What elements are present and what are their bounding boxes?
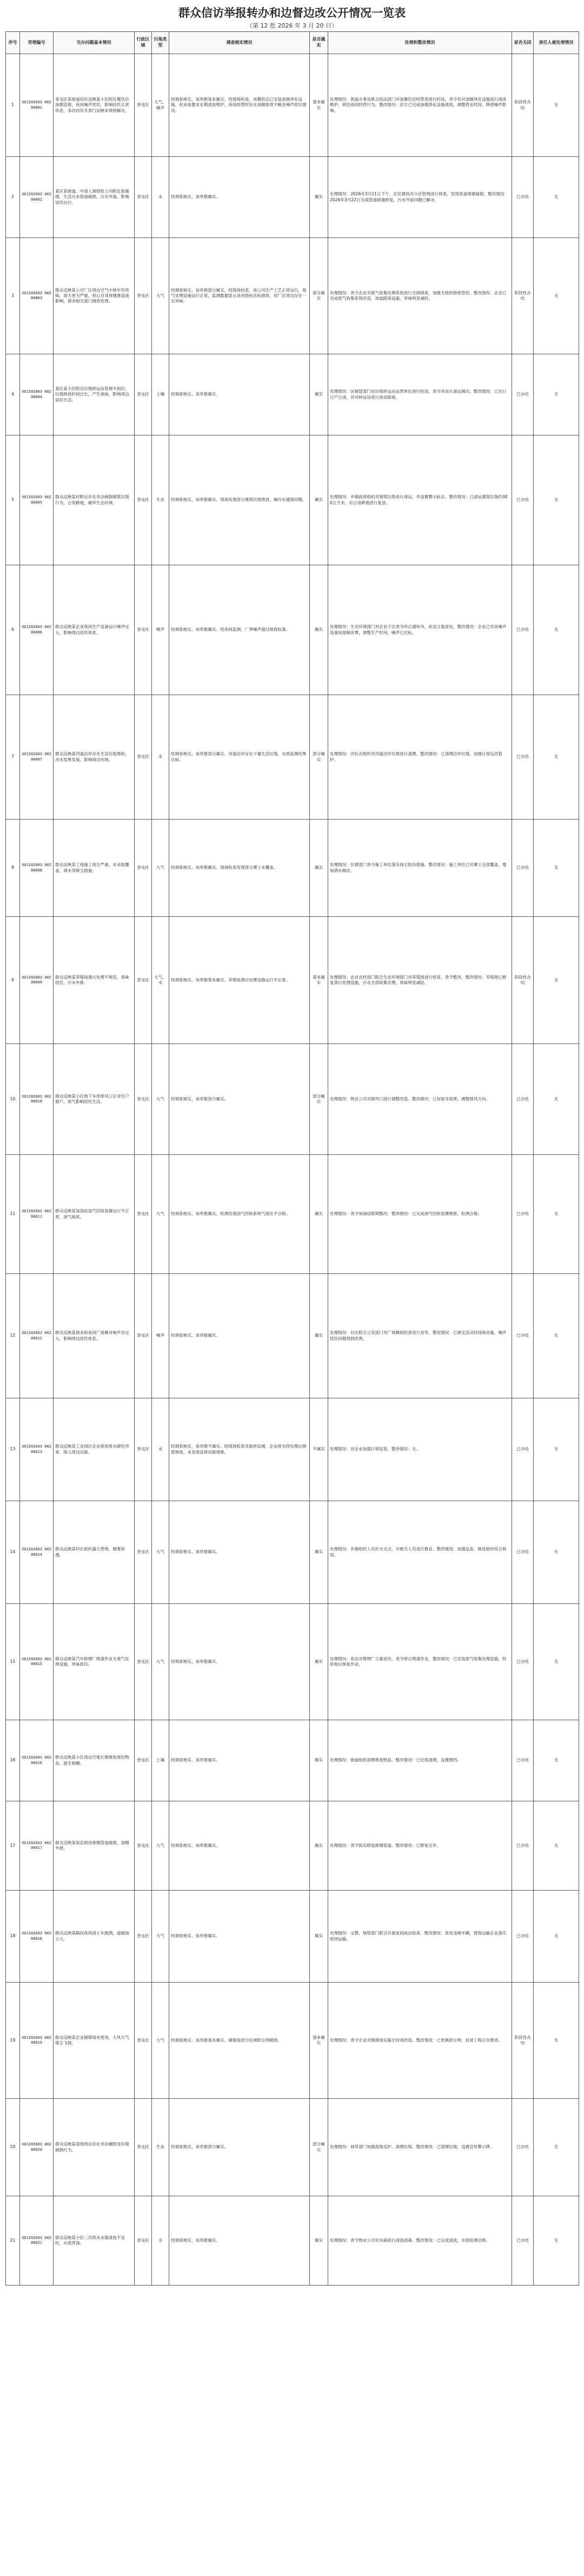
issue-description: 群众反映某养殖场粪污处理不规范，臭味扰民，污水外排。 [54,917,135,1044]
verified-status: 属实 [310,2196,328,2286]
handling-result: 处理情况：河长办组织对河道沿岸垃圾进行清理。整改情况：已清理沿岸垃圾，加强日常巡河管护。 [328,695,512,820]
accountability-result: 无 [534,1274,579,1398]
issue-description: 群众反映某加油站油气回收装置运行不正常，油气味浓。 [54,1155,135,1274]
document-subtitle: （第 12 批 2026 年 3 月 20 日） [247,22,337,29]
pollution-type: 大气、水 [152,917,169,1044]
handling-result: 处理情况：2026年3月21日下午，区住建局对小区管网进行排查，发现管道堵塞破损。整改情况：2026年3月22日完成管道疏通修复，污水外溢问题已解决。 [328,157,512,238]
table-row [6,695,579,820]
pollution-type: 水 [152,2196,169,2286]
district: 奎屯区 [135,695,152,820]
district: 奎屯区 [135,1720,152,1801]
issue-description: 群众反映某商业街夜间广场舞音响声音过大，影响周边居民休息。 [54,1274,135,1398]
verified-status: 属实 [310,565,328,695]
pollution-type: 土壤 [152,1720,169,1801]
receipt-code: X0J202603 00200003 [20,238,54,354]
verified-status: 属实 [310,435,328,565]
district: 奎屯区 [135,917,152,1044]
receipt-code: X0J202603 00200014 [20,1501,54,1604]
district: 奎屯区 [135,54,152,157]
verified-status: 属实 [310,1501,328,1604]
handling-result: 处理情况：区城管部门对垃圾转运站运营单位进行约谈，责令其加大清运频次。整改情况：已实行日产日清，并对转运站进行消杀除臭。 [328,354,512,435]
column-header: 序号 [6,32,20,54]
pollution-type: 水 [152,157,169,238]
accountability-result: 无 [534,1501,579,1604]
handling-result: 处理情况：乡镇组织人员扑灭火点，对相关人员进行教育。整改情况：加强巡查，推进秸秆综合利用。 [328,1501,512,1604]
verified-status: 部分属实 [310,2099,328,2196]
pollution-type: 生态 [152,435,169,565]
accountability-result: 无 [534,1891,579,1983]
table-row [6,820,579,917]
district: 奎屯区 [135,565,152,695]
issue-description: 群众反映某小区地下车库排风口正对住户窗户，废气影响居民生活。 [54,1044,135,1155]
row-number: 15 [6,1604,20,1720]
receipt-code: X0J202603 00200016 [20,1720,54,1801]
issue-description: 群众反映某工地施工扬尘严重，未采取覆盖、洒水等降尘措施。 [54,820,135,917]
investigation-result: 经调查核实，该举报属实。 [169,1720,310,1801]
row-number: 21 [6,2196,20,2286]
accountability-result: 无 [534,354,579,435]
report-table [5,31,579,2286]
verified-status: 属实 [310,1720,328,1801]
investigation-result: 经调查核实，该举报基本属实。经现场检查，该餐饮店已安装油烟净化设施，但未按要求定期清洗维护，夜间经营时存在油烟排放不畅及噪声扰民情况。 [169,54,310,157]
handling-result: 处理情况：责令物业公司对水箱进行清洗消毒。整改情况：已完成清洗，水质检测合格。 [328,2196,512,2286]
issue-description: 群众反映某汽车修理厂喷漆作业无废气处理设施，异味扰民。 [54,1604,135,1720]
investigation-result: 经调查核实，该举报属实。 [169,1891,310,1983]
pollution-type: 大气 [152,820,169,917]
investigation-result: 经调查核实，该举报属实。现场发现部分建筑垃圾堆放，属历史遗留问题。 [169,435,310,565]
issue-description: 群众反映某公司厂区周边空气中常年有异味，雨天更为严重，担心对身体健康造成影响，请求相关部门调查处理。 [54,238,135,354]
row-number: 7 [6,695,20,820]
investigation-result: 经调查核实，该举报属实。 [169,1604,310,1720]
receipt-code: X0J202603 00200009 [20,917,54,1044]
accountability-result: 无 [534,157,579,238]
row-number: 14 [6,1501,20,1604]
accountability-result: 无 [534,1720,579,1801]
issue-description: 群众反映某河道沿岸存在生活垃圾堆积，河水发黑发臭，影响周边环境。 [54,695,135,820]
handling-result: 处理情况：对企业加强日常监管。整改情况：无。 [328,1398,512,1501]
handling-result: 处理情况：街道办事处联合执法部门对该餐饮店经营者进行约谈，责令其对油烟净化设施进行清洗维护，规范夜间经营行为。整改情况：店方已完成油烟净化设施清洗，调整营业时间，降低噪声影响。 [328,54,512,157]
closed-status: 阶段性办结 [512,238,534,354]
column-header: 是否属实 [310,32,328,54]
closed-status: 已办结 [512,1720,534,1801]
receipt-code: X0J202603 00200021 [20,2196,54,2286]
receipt-code: X0J202603 00200020 [20,2099,54,2196]
row-number: 12 [6,1274,20,1398]
verified-status: 属实 [310,354,328,435]
closed-status: 已办结 [512,1398,534,1501]
row-number: 11 [6,1155,20,1274]
accountability-result: 无 [534,54,579,157]
investigation-result: 经调查核实，该举报部分属实。 [169,2099,310,2196]
district: 奎屯区 [135,157,152,238]
accountability-result: 无 [534,1398,579,1501]
table-row [6,54,579,157]
issue-description: 群众反映某村庄秸秆露天焚烧，烟雾弥漫。 [54,1501,135,1604]
issue-description: 群众反映某企业储煤场未密闭，大风天气煤尘飞扬。 [54,1983,135,2099]
table-row [6,238,579,354]
accountability-result: 无 [534,1044,579,1155]
accountability-result: 无 [534,2196,579,2286]
district: 奎屯区 [135,1044,152,1155]
pollution-type: 生态 [152,2099,169,2196]
pollution-type: 噪声 [152,1274,169,1398]
row-number: 6 [6,565,20,695]
closed-status: 已办结 [512,1044,534,1155]
investigation-result: 经调查核实，该举报属实。 [169,354,310,435]
district: 奎屯区 [135,435,152,565]
closed-status: 已办结 [512,820,534,917]
table-row [6,1604,579,1720]
table-row [6,1044,579,1155]
handling-result: 处理情况：交警、城管部门联合开展夜间执法检查。整改情况：查处违规车辆，督促运输企业落实密闭运输。 [328,1891,512,1983]
issue-description: 奎屯区某街道居民反映某小区附近餐饮店油烟直排，夜间噪声扰民，影响居民正常休息，多次向有关部门反映未得到解决。 [54,54,135,157]
pollution-type: 水 [152,695,169,820]
table-row [6,1155,579,1274]
accountability-result: 无 [534,917,579,1044]
pollution-type: 大气 [152,1801,169,1891]
handling-result: 处理情况：乡镇政府组织对建筑垃圾进行清运，并设置警示标志。整改情况：已清运建筑垃圾约300立方米，对占用耕地进行复垦。 [328,435,512,565]
row-number: 18 [6,1891,20,1983]
verified-status: 属实 [310,820,328,917]
table-row [6,2196,579,2286]
investigation-result: 经调查核实，该举报部分属实。经现场检查，该公司生产工艺正常运行，废气处理设施运行正常，监测数据显示各项指标达标排放，但厂区周边存在一定异味。 [169,238,310,354]
verified-status: 属实 [310,1891,328,1983]
handling-result: 处理情况：责令企业对废气收集处理系统进行全面排查，加强无组织排放管控。整改情况：企业已完成废气收集系统改造，加装除臭设施，异味明显减轻。 [328,238,512,354]
verified-status: 部分属实 [310,1044,328,1155]
district: 奎屯区 [135,1801,152,1891]
district: 奎屯区 [135,2196,152,2286]
receipt-code: X0J202603 00200001 [20,54,54,157]
closed-status: 已办结 [512,1891,534,1983]
row-number: 20 [6,2099,20,2196]
investigation-result: 经调查核实，该举报部分属实。 [169,1044,310,1155]
closed-status: 已办结 [512,1604,534,1720]
accountability-result: 无 [534,820,579,917]
row-number: 3 [6,238,20,354]
issue-description: 群众反映某企业夜间生产设备运行噪声过大，影响周边居民休息。 [54,565,135,695]
row-number: 9 [6,917,20,1044]
pollution-type: 大气 [152,1044,169,1155]
accountability-result: 无 [534,1983,579,2099]
table-row [6,565,579,695]
district: 奎屯区 [135,1604,152,1720]
closed-status: 阶段性办结 [512,54,534,157]
table-row [6,1720,579,1801]
receipt-code: X0J202603 00200011 [20,1155,54,1274]
accountability-result: 无 [534,565,579,695]
accountability-result: 无 [534,1604,579,1720]
receipt-code: X0J202603 00200015 [20,1604,54,1720]
receipt-code: X0J202603 00200008 [20,820,54,917]
pollution-type: 噪声 [152,565,169,695]
accountability-result: 无 [534,695,579,820]
receipt-code: X0J202603 00200002 [20,157,54,238]
closed-status: 已办结 [512,1155,534,1274]
table-row [6,354,579,435]
district: 奎屯区 [135,820,152,917]
closed-status: 已办结 [512,565,534,695]
row-number: 2 [6,157,20,238]
row-number: 17 [6,1801,20,1891]
closed-status: 阶段性办结 [512,1983,534,2099]
district: 奎屯区 [135,354,152,435]
investigation-result: 经调查核实，该举报属实。 [169,2196,310,2286]
receipt-code: X0J202603 00200019 [20,1983,54,2099]
district: 奎屯区 [135,238,152,354]
investigation-result: 经调查核实，该举报属实。 [169,1801,310,1891]
closed-status: 已办结 [512,2196,534,2286]
issue-description: 某区某小区附近垃圾转运站管理不到位，垃圾堆放时间过长，产生臭味，影响周边居民生活。 [54,354,135,435]
closed-status: 已办结 [512,157,534,238]
handling-result: 处理情况：街道组织清理堆放物品。整改情况：已全部清理，设置围挡。 [328,1720,512,1801]
investigation-result: 经调查核实，该举报属实。经夜间监测，厂界噪声超过排放标准。 [169,565,310,695]
investigation-result: 经调查核实，该举报属实。 [169,1274,310,1398]
row-number: 13 [6,1398,20,1501]
column-header: 是否关闭 [512,32,534,54]
verified-status: 属实 [310,1155,328,1274]
district: 奎屯区 [135,1155,152,1274]
column-header: 受理编号 [20,32,54,54]
table-row [6,435,579,565]
table-row [6,1983,579,2099]
handling-result: 处理情况：林草部门加强湿地巡护，清理垃圾。整改情况：已清理垃圾，设置宣传警示牌。 [328,2099,512,2196]
row-number: 8 [6,820,20,917]
row-number: 16 [6,1720,20,1801]
verified-status: 基本属实 [310,54,328,157]
pollution-type: 大气 [152,1155,169,1274]
receipt-code: X0J202603 00200012 [20,1274,54,1398]
issue-description: 群众反映某工业园区企业排放废水颜色异常，排入周边沟渠。 [54,1398,135,1501]
investigation-result: 经调查核实，该举报基本属实。储煤场部分区域防尘网破损。 [169,1983,310,2099]
document-title: 群众信访举报转办和边督边改公开情况一览表 [178,6,406,19]
column-header: 处理和整改情况 [328,32,512,54]
handling-result: 处理情况：社区联合公安部门对广场舞组织者进行劝导。整改情况：已规定活动时间和音量，噪声扰民问题得到改善。 [328,1274,512,1398]
row-number: 19 [6,1983,20,2099]
verified-status: 属实 [310,1604,328,1720]
table-row [6,1891,579,1983]
closed-status: 已办结 [512,1274,534,1398]
pollution-type: 大气 [152,1983,169,2099]
investigation-result: 经调查核实，该举报部分属实。河道沿岸存在少量生活垃圾，水质监测结果达标。 [169,695,310,820]
handling-result: 处理情况：责令企业对储煤场实施全封闭改造。整改情况：已更换防尘网，封闭工程正在推进。 [328,1983,512,2099]
pollution-type: 大气 [152,1604,169,1720]
verified-status: 基本属实 [310,917,328,1044]
investigation-result: 经调查核实，该举报属实。检测发现油气回收系统气液比不合格。 [169,1155,310,1274]
accountability-result: 无 [534,1801,579,1891]
table-header-row [6,32,579,54]
investigation-result: 经调查核实，该举报属实。 [169,1501,310,1604]
district: 奎屯区 [135,1891,152,1983]
table-row [6,1398,579,1501]
accountability-result: 无 [534,1155,579,1274]
verified-status: 不属实 [310,1398,328,1501]
pollution-type: 大气 [152,1501,169,1604]
issue-description: 群众反映某小区二次供水水箱清洗不及时，水质浑浊。 [54,2196,135,2286]
closed-status: 阶段性办结 [512,917,534,1044]
pollution-type: 水 [152,1398,169,1501]
row-number: 5 [6,435,20,565]
issue-description: 群众反映某饭店厨房排烟管道破损，油烟外泄。 [54,1801,135,1891]
accountability-result: 无 [534,435,579,565]
row-number: 1 [6,54,20,157]
row-number: 10 [6,1044,20,1155]
pollution-type: 土壤 [152,354,169,435]
district: 奎屯区 [135,1274,152,1398]
handling-result: 处理情况：责令饭店修复排烟管道。整改情况：已修复完毕。 [328,1801,512,1891]
closed-status: 已办结 [512,435,534,565]
verified-status: 部分属实 [310,238,328,354]
receipt-code: X0J202603 00200006 [20,565,54,695]
receipt-code: X0J202603 00200017 [20,1801,54,1891]
investigation-result: 经调查核实，该举报属实。现场检查发现部分裸土未覆盖。 [169,820,310,917]
closed-status: 已办结 [512,2099,534,2196]
verified-status: 部分属实 [310,695,328,820]
receipt-code: X0J202603 00200007 [20,695,54,820]
issue-description: 群众反映某路段夜间渣土车抛洒，道路扬尘大。 [54,1891,135,1983]
district: 奎屯区 [135,2099,152,2196]
accountability-result: 无 [534,2099,579,2196]
closed-status: 已办结 [512,354,534,435]
column-header: 交办问题基本情况 [54,32,135,54]
table-row [6,157,579,238]
district: 奎屯区 [135,1501,152,1604]
investigation-result: 经调查核实，该举报基本属实。养殖场粪污处理设施运行不正常。 [169,917,310,1044]
table-row [6,2099,579,2196]
handling-result: 处理情况：农业农村部门联合生态环境部门对养殖场进行检查，责令整改。整改情况：养殖场已修复粪污处理设施，污水全部收集处理，臭味明显减轻。 [328,917,512,1044]
receipt-code: X0J202603 00200005 [20,435,54,565]
closed-status: 已办结 [512,695,534,820]
handling-result: 处理情况：住建部门责令施工单位落实扬尘防治措施。整改情况：施工单位已对裸土全部覆盖，增加洒水频次。 [328,820,512,917]
verified-status: 基本属实 [310,1983,328,2099]
accountability-result: 无 [534,238,579,354]
closed-status: 已办结 [512,1801,534,1891]
row-number: 4 [6,354,20,435]
receipt-code: X0J202603 00200010 [20,1044,54,1155]
column-header: 污染类型 [152,32,169,54]
handling-result: 处理情况：生态环境部门对企业下达责令改正通知书，依法立案查处。整改情况：企业已对高噪声设备加装隔音罩，调整生产时间，噪声已达标。 [328,565,512,695]
table-row [6,917,579,1044]
pollution-type: 大气 [152,238,169,354]
verified-status: 属实 [310,1274,328,1398]
table-row [6,1801,579,1891]
district: 奎屯区 [135,1398,152,1501]
column-header: 调查核实情况 [169,32,310,54]
column-header: 责任人被处理情况 [534,32,579,54]
receipt-code: X0J202603 00200018 [20,1891,54,1983]
table-body [6,54,579,2286]
issue-description: 群众反映某湿地周边存在非法捕捞及垃圾倾倒行为。 [54,2099,135,2196]
pollution-type: 大气 [152,1891,169,1983]
column-header: 行政区域 [135,32,152,54]
investigation-result: 经调查核实，该举报属实。 [169,157,310,238]
verified-status: 属实 [310,1801,328,1891]
investigation-result: 经调查核实，该举报不属实。经现场检查及取样监测，企业废水经处理后纳管排放，未发现直排沟渠现象。 [169,1398,310,1501]
table-row [6,1501,579,1604]
issue-description: 群众反映某小区周边空地长期堆放废旧物品，滋生蚊蝇。 [54,1720,135,1801]
handling-result: 处理情况：责令加油站限期整改。整改情况：已完成油气回收装置维修，检测合格。 [328,1155,512,1274]
issue-description: 某区某街道，中国人保财险公司附近家属楼，生活污水管道破损，污水外溢，影响居民出行。 [54,157,135,238]
handling-result: 处理情况：物业公司对排风口进行调整改造。整改情况：已加装导流罩，调整排风方向。 [328,1044,512,1155]
receipt-code: X0J202603 00200013 [20,1398,54,1501]
verified-status: 属实 [310,157,328,238]
closed-status: 已办结 [512,1501,534,1604]
issue-description: 群众反映某村附近存在非法倾倒建筑垃圾行为，占用耕地，破坏生态环境。 [54,435,135,565]
table-row [6,1274,579,1398]
pollution-type: 大气、噪声 [152,54,169,157]
receipt-code: X0J202603 00200004 [20,354,54,435]
district: 奎屯区 [135,1983,152,2099]
handling-result: 处理情况：依法对修理厂立案查处，责令停止喷漆作业。整改情况：已安装废气收集处理设施，经验收后恢复作业。 [328,1604,512,1720]
